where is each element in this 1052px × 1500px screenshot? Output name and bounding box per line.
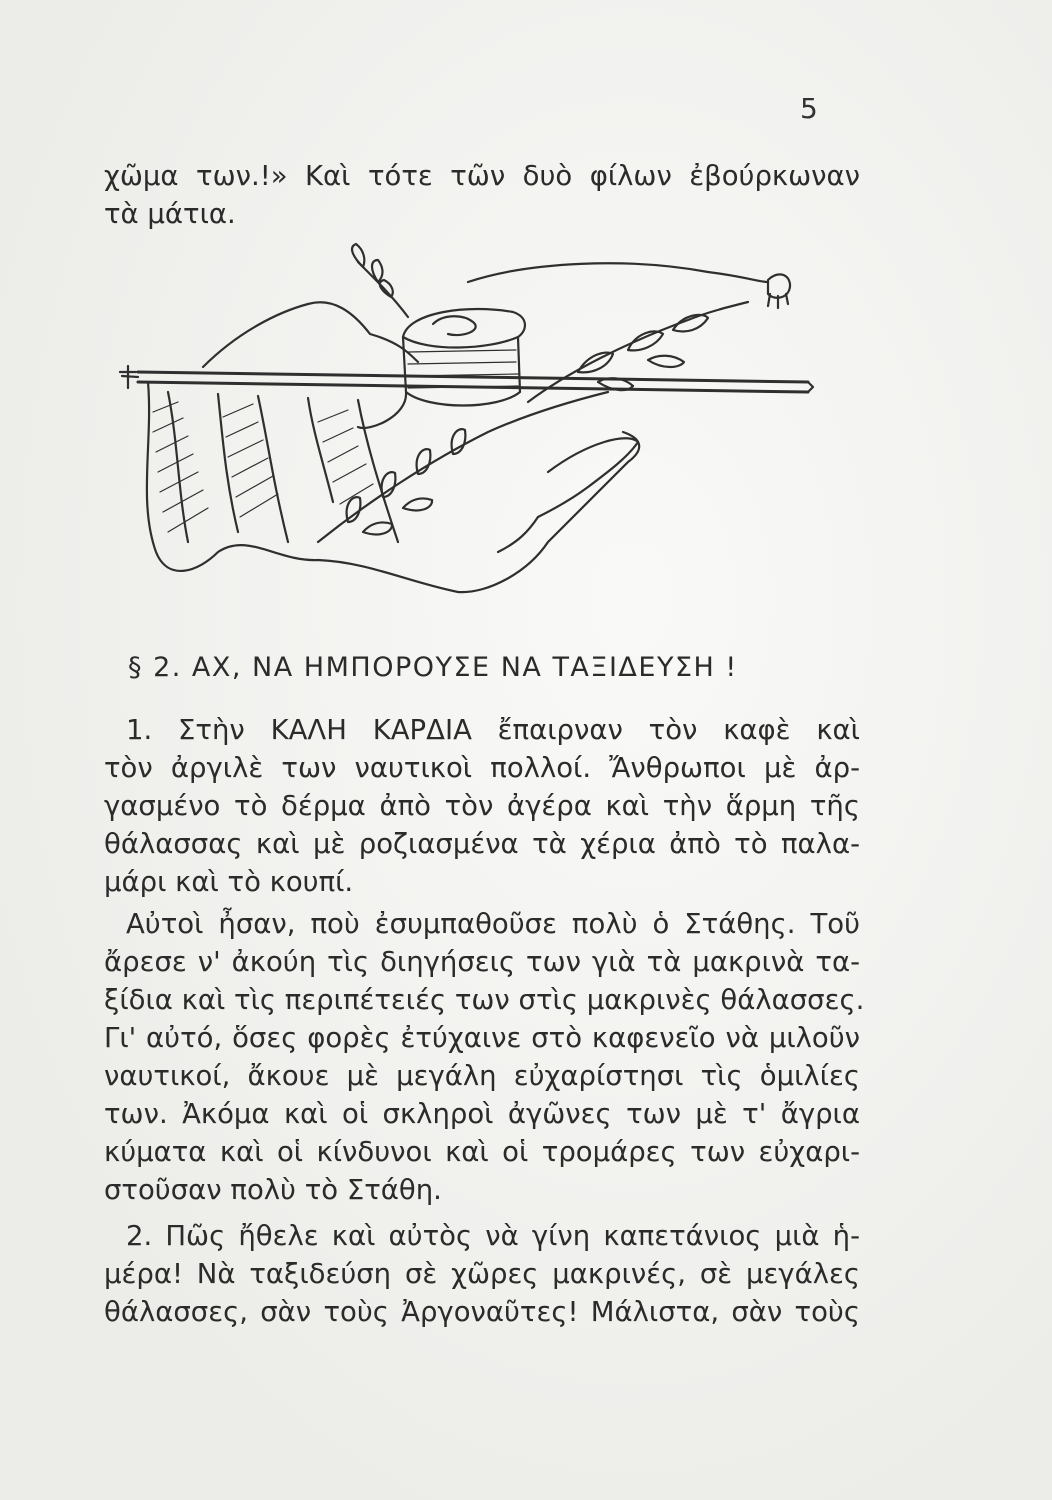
text-line: Γι' αὐτό, ὅσες φορὲς ἐτύχαινε στὸ καφενεῖο νὰ μιλοῦν: [104, 1022, 860, 1054]
text-line: στοῦσαν πολὺ τὸ Στάθη.: [104, 1174, 442, 1206]
text-line: ναυτικοί, ἄκουε μὲ μεγάλη εὐχαρίστησι τὶς ὁμιλίες: [104, 1060, 860, 1092]
text-line: των. Ἀκόμα καὶ οἱ σκληροὶ ἀγῶνες των μὲ τ' ἄγρια: [104, 1098, 860, 1130]
text-line: θάλασσες, σὰν τοὺς Ἀργοναῦτες! Μάλιστα, σὰν τοὺς: [104, 1296, 860, 1328]
flag-hat-laurel-illustration: [108, 242, 848, 610]
text-line: ἄρεσε ν' ἀκούη τὶς διηγήσεις των γιὰ τὰ μακρινὰ τα-: [104, 946, 860, 978]
text-line: ξίδια καὶ τὶς περιπέτειές των στὶς μακρινὲς θάλασσες.: [104, 984, 865, 1016]
text-line: τὸν ἀργιλὲ των ναυτικοὶ πολλοί. Ἄνθρωποι μὲ ἀρ-: [104, 752, 860, 784]
text-line: θάλασσας καὶ μὲ ροζιασμένα τὰ χέρια ἀπὸ τὸ παλα-: [104, 828, 860, 860]
text-line: γασμένο τὸ δέρμα ἀπὸ τὸν ἀγέρα καὶ τὴν ἅρμη τῆς: [104, 790, 860, 822]
page-number: 5: [800, 92, 819, 125]
text-line: μέρα! Νὰ ταξιδεύση σὲ χῶρες μακρινές, σὲ μεγάλες: [104, 1258, 860, 1290]
text-line: 1. Στὴν ΚΑΛΗ ΚΑΡΔΙΑ ἔπαιρναν τὸν καφὲ καὶ: [126, 714, 860, 746]
text-line: κύματα καὶ οἱ κίνδυνοι καὶ οἱ τρομάρες των εὐχαρι-: [104, 1136, 860, 1168]
text-line: μάρι καὶ τὸ κουπί.: [104, 866, 354, 898]
illustration-drawing: [108, 242, 848, 610]
text-line: Αὐτοὶ ἦσαν, ποὺ ἐσυμπαθοῦσε πολὺ ὁ Στάθης. Τοῦ: [126, 908, 860, 940]
section-heading: § 2. ΑΧ, ΝΑ ΗΜΠΟΡΟΥΣΕ ΝΑ ΤΑΞΙΔΕΥΣΗ !: [128, 652, 738, 683]
text-line: τὰ μάτια.: [104, 198, 236, 230]
text-line: 2. Πῶς ἤθελε καὶ αὐτὸς νὰ γίνη καπετάνιος μιὰ ἡ-: [126, 1220, 860, 1252]
text-line: χῶμα των.!» Καὶ τότε τῶν δυὸ φίλων ἐβούρκωναν: [104, 160, 860, 192]
